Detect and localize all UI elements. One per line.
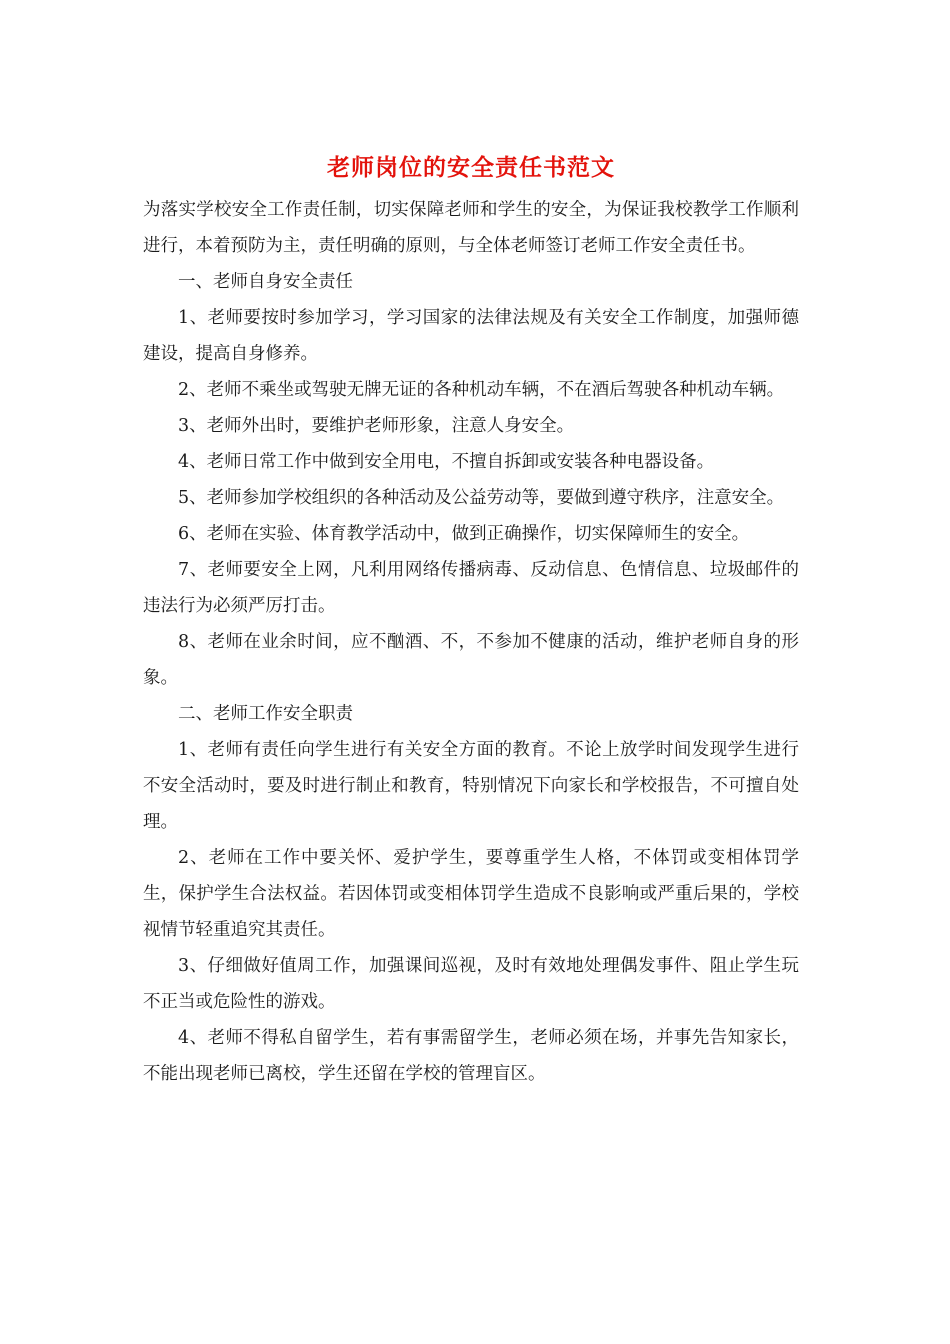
document-page	[143, 148, 799, 1092]
paragraph-item: 2、老师不乘坐或驾驶无牌无证的各种机动车辆，不在酒后驾驶各种机动车辆。	[178, 380, 785, 400]
section-heading-1: 一、老师自身安全责任	[178, 272, 353, 292]
document-body	[143, 192, 799, 1092]
paragraph-item: 2、老师在工作中要关怀、爱护学生，要尊重学生人格，不体罚或变相体罚学生，保护学生合法权益。若因体罚或变相体罚学生造成不良影响或严重后果的，学校视情节轻重追究其责任。	[143, 848, 799, 940]
paragraph-item: 3、仔细做好值周工作，加强课间巡视，及时有效地处理偶发事件、阻止学生玩不正当或危险性的游戏。	[143, 956, 799, 1012]
paragraph-item: 6、老师在实验、体育教学活动中，做到正确操作，切实保障师生的安全。	[178, 524, 750, 544]
paragraph-item: 1、老师有责任向学生进行有关安全方面的教育。不论上放学时间发现学生进行不安全活动时，要及时进行制止和教育，特别情况下向家长和学校报告，不可擅自处理。	[143, 740, 799, 832]
paragraph-item: 3、老师外出时，要维护老师形象，注意人身安全。	[178, 416, 575, 436]
paragraph-item: 7、老师要安全上网，凡利用网络传播病毒、反动信息、色情信息、垃圾邮件的违法行为必须严厉打击。	[143, 560, 799, 616]
paragraph-item: 8、老师在业余时间，应不酗酒、不，不参加不健康的活动，维护老师自身的形象。	[143, 632, 799, 688]
paragraph-item: 5、老师参加学校组织的各种活动及公益劳动等，要做到遵守秩序，注意安全。	[178, 488, 785, 508]
paragraph-item: 4、老师日常工作中做到安全用电，不擅自拆卸或安装各种电器设备。	[178, 452, 715, 472]
paragraph-item: 1、老师要按时参加学习，学习国家的法律法规及有关安全工作制度，加强师德建设，提高自身修养。	[143, 308, 799, 364]
section-heading-2: 二、老师工作安全职责	[178, 704, 353, 724]
paragraph-intro: 为落实学校安全工作责任制，切实保障老师和学生的安全，为保证我校教学工作顺利进行，本着预防为主，责任明确的原则，与全体老师签订老师工作安全责任书。	[143, 200, 799, 256]
paragraph-item: 4、老师不得私自留学生，若有事需留学生，老师必须在场，并事先告知家长，不能出现老师已离校，学生还留在学校的管理盲区。	[143, 1028, 799, 1084]
document-title: 老师岗位的安全责任书范文	[327, 154, 615, 181]
